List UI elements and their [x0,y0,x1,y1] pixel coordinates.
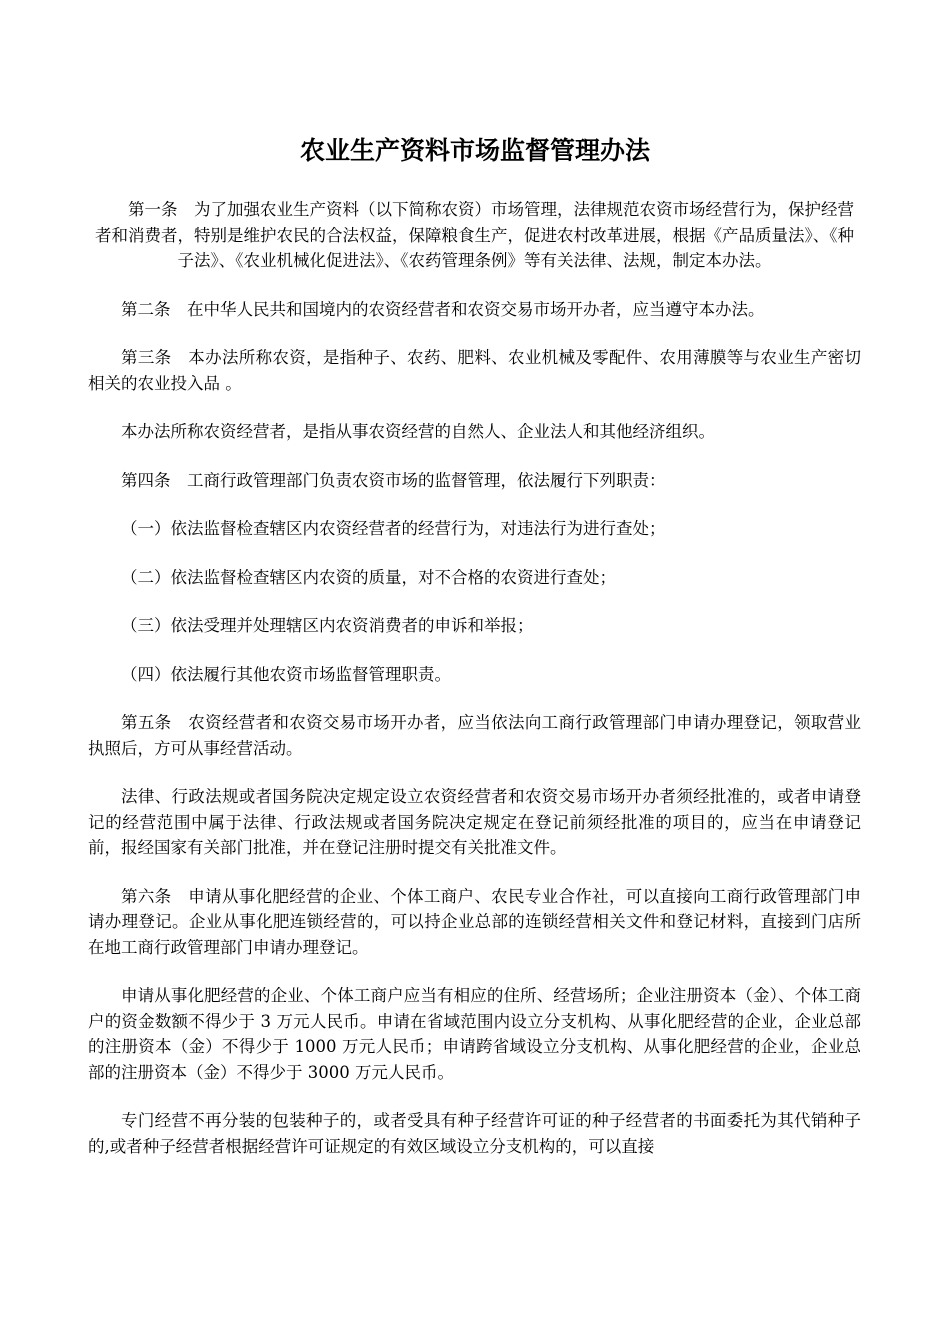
article-4-item-2: （二）依法监督检查辖区内农资的质量，对不合格的农资进行查处； [121,567,616,587]
article-1-paragraph: 第一条 为了加强农业生产资料（以下简称农资）市场管理，法律规范农资市场经营行为，保护经营者和消费者，特别是维护农民的合法权益，保障粮食生产，促进农村改革进展，根据《产品质量法》、《种子法》、《农业机械化促进法》、《农药管理条例》等有关法律、法规，制定本办法。 [95,200,854,270]
article-6-clause-2-paragraph: 申请从事化肥经营的企业、个体工商户应当有相应的住所、经营场所；企业注册资本（金）、个体工商户的资金数额不得少于 3 万元人民币。申请在省域范围内设立分支机构、从事化肥经营的企业，企业总部的注册资本（金）不得少于 1000 万元人民币；申请跨省域设立分支机构、从事化肥经营的企业，企业总部的注册资本（金）不得少于 3000 万元人民币。 [88,986,861,1082]
document-title: 农业生产资料市场监督管理办法 [299,136,650,165]
article-2-paragraph: 第二条 在中华人民共和国境内的农资经营者和农资交易市场开办者，应当遵守本办法。 [121,299,765,319]
article-6-paragraph: 第六条 申请从事化肥经营的企业、个体工商户、农民专业合作社，可以直接向工商行政管理部门申请办理登记。企业从事化肥连锁经营的，可以持企业总部的连锁经营相关文件和登记材料，直接到门店所在地工商行政管理部门申请办理登记。 [88,886,861,957]
article-4-item-4: （四）依法履行其他农资市场监督管理职责。 [121,664,451,684]
article-4-item-1: （一）依法监督检查辖区内农资经营者的经营行为，对违法行为进行查处； [121,519,666,538]
article-4-item-3: （三）依法受理并处理辖区内农资消费者的申诉和举报； [121,616,534,635]
article-4-paragraph: 第四条 工商行政管理部门负责农资市场的监督管理，依法履行下列职责： [121,470,666,490]
article-5-paragraph: 第五条 农资经营者和农资交易市场开办者，应当依法向工商行政管理部门申请办理登记，领取营业执照后，方可从事经营活动。 [88,713,861,758]
article-3-paragraph: 第三条 本办法所称农资，是指种子、农药、肥料、农业机械及零配件、农用薄膜等与农业生产密切相关的农业投入品 。 [88,348,861,393]
article-6-clause-3-paragraph: 专门经营不再分装的包装种子的，或者受具有种子经营许可证的种子经营者的书面委托为其代销种子的,或者种子经营者根据经营许可证规定的有效区域设立分支机构的，可以直接 [88,1111,861,1156]
document-body [88,197,861,1182]
article-5-clause-2-paragraph: 法律、行政法规或者国务院决定规定设立农资经营者和农资交易市场开办者须经批准的，或者申请登记的经营范围中属于法律、行政法规或者国务院决定规定在登记前须经批准的项目的，应当在申请登记前，报经国家有关部门批准，并在登记注册时提交有关批准文件。 [88,787,861,857]
article-3-clause-2-paragraph: 本办法所称农资经营者，是指从事农资经营的自然人、企业法人和其他经济组织。 [121,422,715,441]
